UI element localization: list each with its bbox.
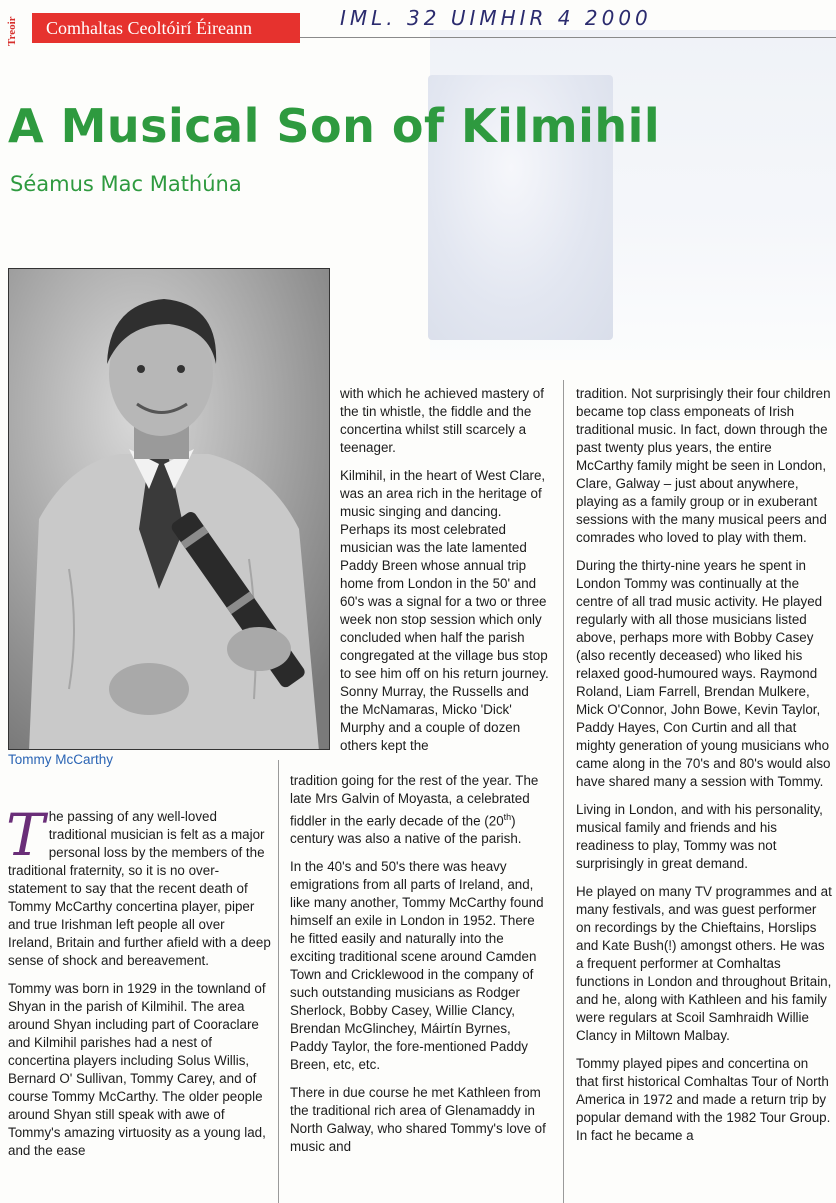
article-column-3 [576, 385, 832, 1155]
paragraph: tradition. Not surprisingly their four children became top class emponeats of Irish traditional music. In fact, down through the past twenty plus years, the entire McCarthy family might be seen in London, Clare, Galway – just about anywhere, playing as a family group or in exuberant sessions with the many musical peers and comrades who loved to play with them. [576, 386, 831, 545]
paragraph: He played on many TV programmes and at many festivals, and was guest performer on recordings by the Chieftains, Horslips and Kate Bush(!) amongst others. He was a frequent performer at Comhaltas functions in London and throughout Britain, and he, along with Kathleen and his family were regulars at Scoil Samhraidh Willie Clancy in Miltown Malbay. [576, 884, 832, 1043]
drop-cap: T [6, 801, 45, 869]
paragraph: During the thirty-nine years he spent in London Tommy was continually at the centre of all trad music activity. He played regularly with all those musicians listed above, perhaps more with Bobby Casey (also recently deceased) who liked his relaxed good-humoured ways. Raymond Roland, Liam Farrell, Brendan Mulkere, Mick O'Connor, John Bowe, Kevin Taylor, Paddy Hayes, Con Curtin and all that mighty generation of young musicians who came along in the 70's and 80's would also have shared many a session with Tommy. [576, 558, 831, 789]
article-column-2-bottom [290, 772, 552, 1166]
paragraph: Tommy was born in 1929 in the townland of Shyan in the parish of Kilmihil. The area around Shyan including part of Cooraclare and Kilmihil parishes had a nest of concertina players including Solus Willis, Bernard O' Sullivan, Tommy Carey, and of course Tommy McCarthy. The older people around Shyan still speak with awe of Tommy's amazing virtuosity as a young lad, and the ease [8, 981, 266, 1158]
column-divider [278, 760, 279, 1203]
publication-banner: Comhaltas Ceoltóirí Éireann [32, 13, 300, 43]
paragraph: There in due course he met Kathleen from the traditional rich area of Glenamaddy in North Galway, who shared Tommy's love of music and [290, 1085, 546, 1155]
vertical-tag: Treoir [6, 16, 18, 46]
portrait-photo-illustration [9, 269, 330, 750]
article-title: A Musical Son of Kilmihil [8, 98, 661, 153]
paragraph: with which he achieved mastery of the tin whistle, the fiddle and the concertina whilst still scarcely a teenager. [340, 386, 544, 455]
portrait-photo [8, 268, 330, 750]
article-column-1 [6, 801, 272, 1170]
column-divider [563, 380, 564, 1203]
paragraph: Living in London, and with his personality, musical family and friends and his readiness to play, Tommy was not surprisingly in great demand. [576, 802, 823, 871]
paragraph-text: he passing of any well-loved traditional musician is felt as a major personal loss by the members of the traditional fraternity, so it is no over-statement to say that the recent death of Tommy McCarthy concertina player, piper and true Irishman left people all over Ireland, Britain and further afield with a deep sense of shock and bereavement. [8, 809, 271, 968]
paragraph: Kilmihil, in the heart of West Clare, was an area rich in the heritage of music singing and dancing. Perhaps its most celebrated musician was the late lamented Paddy Breen whose annual trip home from London in the 50' and 60's was a signal for a two or three week non stop session which only concluded when half the parish congregated at the village bus stop to see him off on his return journey. Sonny Murray, the Russells and the McNamaras, Micko 'Dick' Murphy and a couple of dozen others kept the [340, 468, 549, 753]
article-author: Séamus Mac Mathúna [10, 172, 242, 196]
paragraph [290, 772, 552, 848]
paragraph-text: tradition going for the rest of the year. The late Mrs Galvin of Moyasta, a celebrated fiddler in the early decade of the (20 [290, 773, 539, 829]
paragraph-text: ) century was also a native of the parish. [290, 813, 522, 847]
paragraph: Tommy played pipes and concertina on that first historical Comhaltas Tour of North America in 1972 and made a return trip by popular demand with the 1982 Tour Group. In fact he became a [576, 1056, 831, 1143]
article-column-2-top [340, 385, 550, 765]
handwritten-issue-note: IML. 32 UIMHIR 4 2000 [340, 6, 652, 30]
paragraph [6, 801, 272, 970]
header-rule [300, 37, 836, 38]
paragraph: In the 40's and 50's there was heavy emigrations from all parts of Ireland, and, like many another, Tommy McCarthy found himself an exile in London in 1952. There he fitted easily and naturally into the exciting traditional scene around Camden Town and Cricklewood in the company of such outstanding musicians as Rodger Sherlock, Bobby Casey, Willie Clancy, Brendan McGlinchey, Máirtín Byrnes, Paddy Taylor, the fore-mentioned Paddy Breen, etc, etc. [290, 859, 544, 1073]
photo-caption: Tommy McCarthy [8, 752, 114, 767]
superscript: th [503, 812, 512, 822]
